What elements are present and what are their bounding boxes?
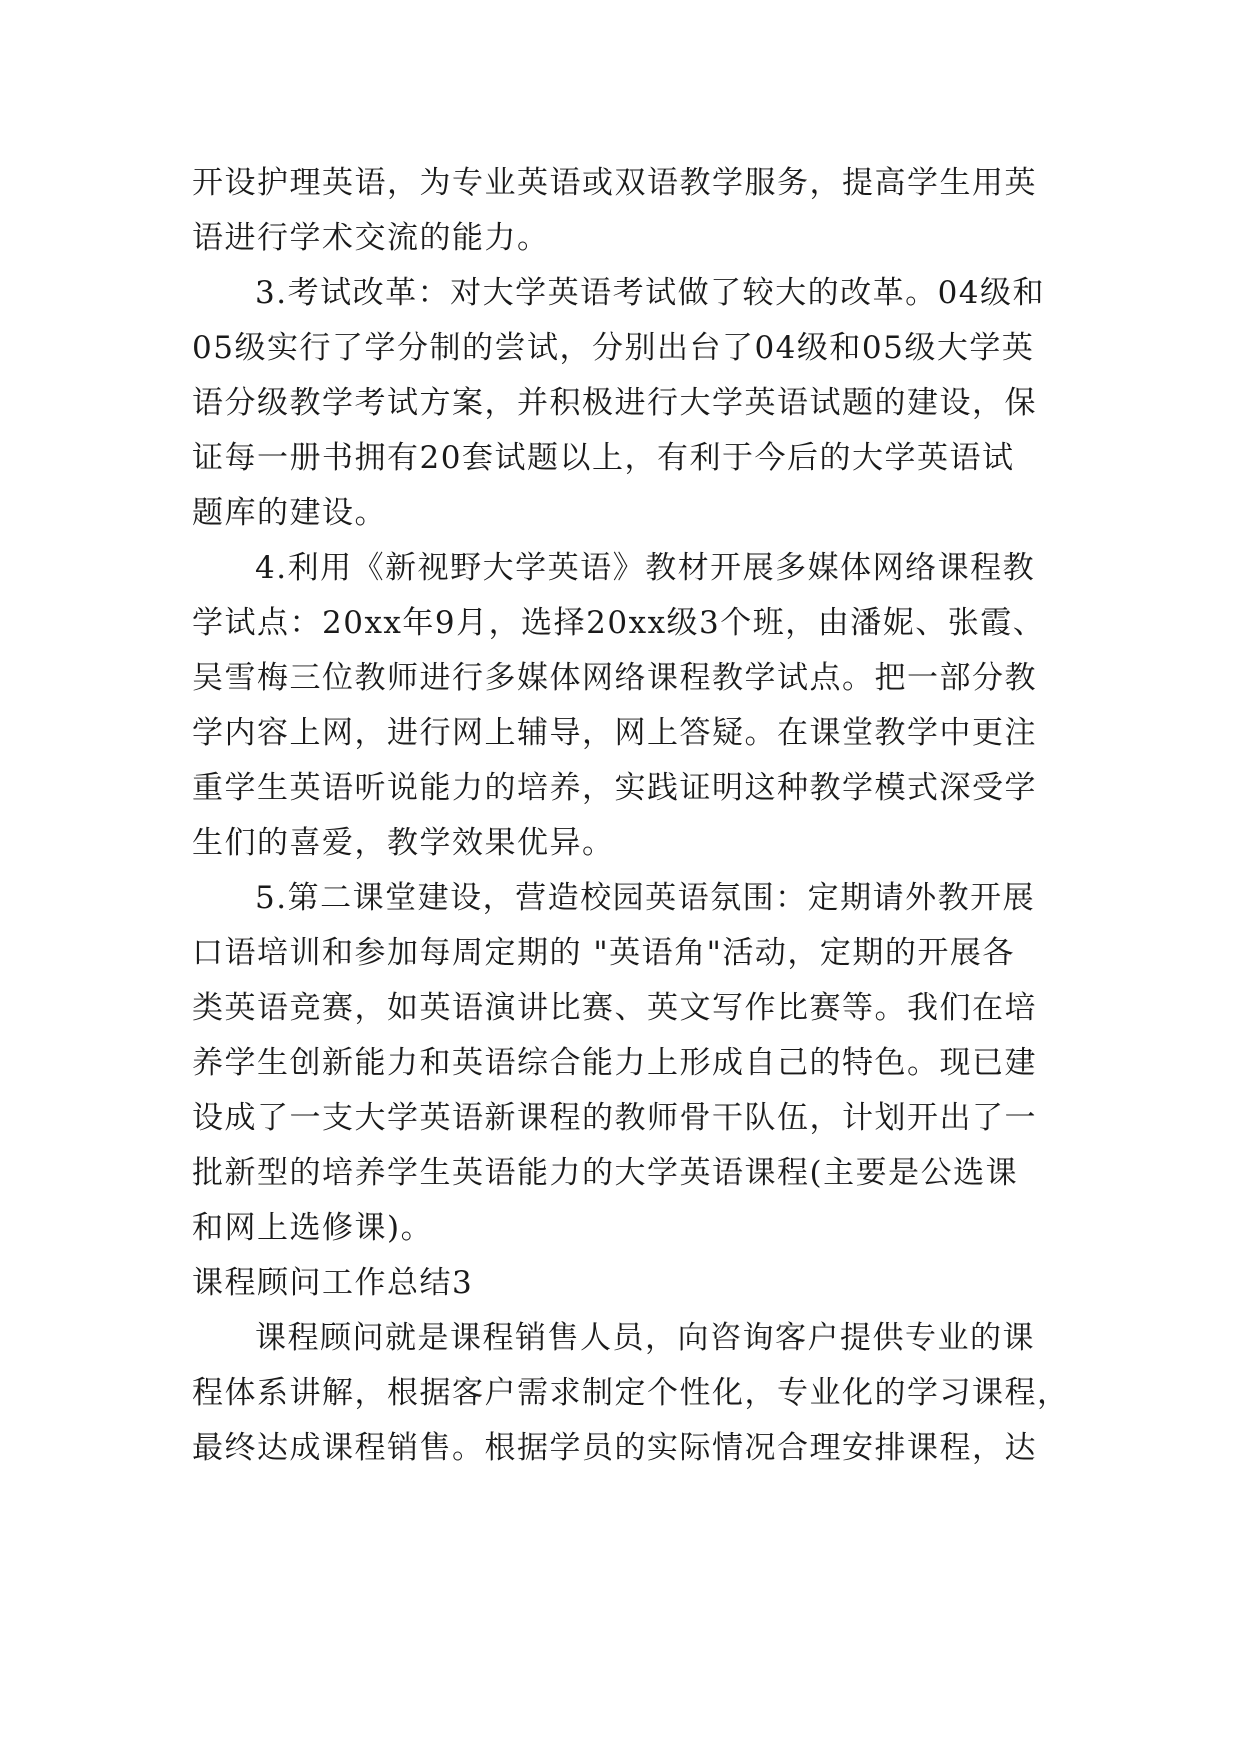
section-heading: 课程顾问工作总结3: [192, 1265, 474, 1301]
text-line: 题库的建设。: [192, 495, 387, 531]
text-line: 类英语竞赛，如英语演讲比赛、英文写作比赛等。我们在培: [192, 990, 1037, 1026]
text-line: 最终达成课程销售。根据学员的实际情况合理安排课程，达: [192, 1430, 1037, 1466]
paragraph-5-start: 5.第二课堂建设，营造校园英语氛围：定期请外教开展: [255, 880, 1036, 916]
text-line: 语进行学术交流的能力。: [192, 220, 550, 256]
text-line: 重学生英语听说能力的培养，实践证明这种教学模式深受学: [192, 770, 1037, 806]
text-line: 证每一册书拥有20套试题以上，有利于今后的大学英语试: [192, 440, 1015, 476]
text-line: 学试点：20xx年9月，选择20xx级3个班，由潘妮、张霞、: [192, 605, 1046, 641]
text-line: 学内容上网，进行网上辅导，网上答疑。在课堂教学中更注: [192, 715, 1037, 751]
paragraph-start: 课程顾问就是课程销售人员，向咨询客户提供专业的课: [255, 1320, 1035, 1356]
paragraph-4-start: 4.利用《新视野大学英语》教材开展多媒体网络课程教: [255, 550, 1036, 586]
text-line: 程体系讲解，根据客户需求制定个性化，专业化的学习课程，: [192, 1375, 1070, 1411]
text-line: 开设护理英语，为专业英语或双语教学服务，提高学生用英: [192, 165, 1037, 201]
text-line: 生们的喜爱，教学效果优异。: [192, 825, 615, 861]
text-line: 设成了一支大学英语新课程的教师骨干队伍，计划开出了一: [192, 1100, 1037, 1136]
text-line: 养学生创新能力和英语综合能力上形成自己的特色。现已建: [192, 1045, 1037, 1081]
paragraph-3-start: 3.考试改革：对大学英语考试做了较大的改革。04级和: [255, 275, 1046, 311]
text-line: 口语培训和参加每周定期的 "英语角"活动，定期的开展各: [192, 935, 1015, 971]
text-line: 和网上选修课)。: [192, 1210, 434, 1246]
text-line: 批新型的培养学生英语能力的大学英语课程(主要是公选课: [192, 1155, 1019, 1191]
text-line: 吴雪梅三位教师进行多媒体网络课程教学试点。把一部分教: [192, 660, 1037, 696]
text-line: 语分级教学考试方案，并积极进行大学英语试题的建设，保: [192, 385, 1037, 421]
text-line: 05级实行了学分制的尝试，分别出台了04级和05级大学英: [192, 330, 1035, 366]
